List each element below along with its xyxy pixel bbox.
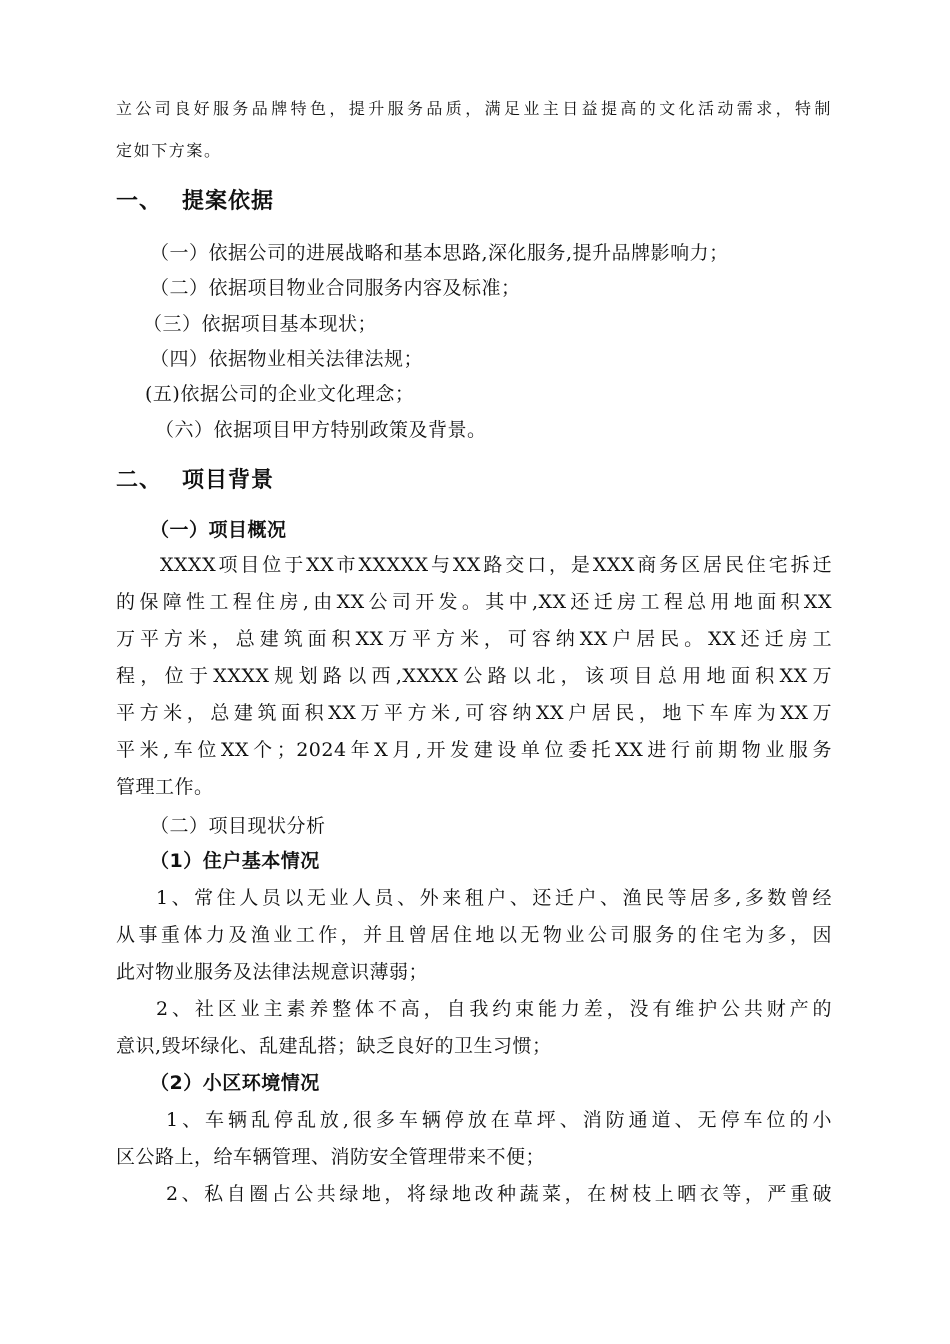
basis-item-6: （六）依据项目甲方特别政策及背景。 (155, 419, 487, 441)
residents-title: （1）住户基本情况 (150, 850, 320, 872)
overview-line-2: 的保障性工程住房,由XX公司开发。其中,XX还迁房工程总用地面积XX (116, 591, 832, 613)
basis-item-1: （一）依据公司的进展战略和基本思路,深化服务,提升品牌影响力； (150, 242, 729, 264)
residents-line-3: 此对物业服务及法律法规意识薄弱； (116, 961, 429, 983)
environment-title: （2）小区环境情况 (150, 1072, 320, 1094)
section-1-number: 一、 (116, 189, 163, 214)
section-2-heading (116, 463, 274, 494)
overview-line-6: 平米,车位XX个；2024年X月,开发建设单位委托XX进行前期物业服务 (116, 739, 832, 761)
section-2-number: 二、 (116, 468, 163, 493)
environment-line-1: 1、车辆乱停乱放,很多车辆停放在草坪、消防通道、无停车位的小 (166, 1109, 832, 1131)
residents-line-5: 意识,毁坏绿化、乱建乱搭；缺乏良好的卫生习惯； (116, 1035, 552, 1057)
subsection-overview-title: （一）项目概况 (150, 519, 287, 541)
section-2-title: 项目背景 (182, 468, 275, 493)
residents-line-1: 1、常住人员以无业人员、外来租户、还迁户、渔民等居多,多数曾经 (156, 887, 832, 909)
basis-item-4: （四）依据物业相关法律法规； (150, 348, 424, 370)
environment-line-3: 2、私自圈占公共绿地，将绿地改种蔬菜，在树枝上晒衣等，严重破 (166, 1183, 832, 1205)
overview-line-5: 平方米，总建筑面积XX万平方米,可容纳XX户居民，地下车库为XX万 (116, 702, 832, 724)
section-1-title: 提案依据 (182, 189, 275, 214)
overview-line-1: XXXX项目位于XX市XXXXX与XX路交口，是XXX商务区居民住宅拆迁 (160, 554, 832, 576)
basis-item-3: （三）依据项目基本现状； (143, 313, 378, 335)
intro-line-1: 立公司良好服务品牌特色，提升服务品质，满足业主日益提高的文化活动需求，特制 (116, 99, 832, 118)
overview-line-4: 程，位于XXXX规划路以西,XXXX公路以北，该项目总用地面积XX万 (116, 665, 832, 687)
basis-item-2: （二）依据项目物业合同服务内容及标准； (150, 277, 521, 299)
overview-line-3: 万平方米，总建筑面积XX万平方米，可容纳XX户居民。XX还迁房工 (116, 628, 832, 650)
residents-line-2: 从事重体力及渔业工作，并且曾居住地以无物业公司服务的住宅为多，因 (116, 924, 832, 946)
overview-line-7: 管理工作。 (116, 776, 214, 798)
residents-line-4: 2、社区业主素养整体不高，自我约束能力差，没有维护公共财产的 (156, 998, 832, 1020)
section-1-heading (116, 184, 274, 215)
subsection-status-title: （二）项目现状分析 (150, 815, 326, 837)
environment-line-2: 区公路上，给车辆管理、消防安全管理带来不便； (116, 1146, 546, 1168)
basis-item-5: (五)依据公司的企业文化理念； (145, 383, 415, 405)
intro-line-2: 定如下方案。 (116, 141, 222, 160)
